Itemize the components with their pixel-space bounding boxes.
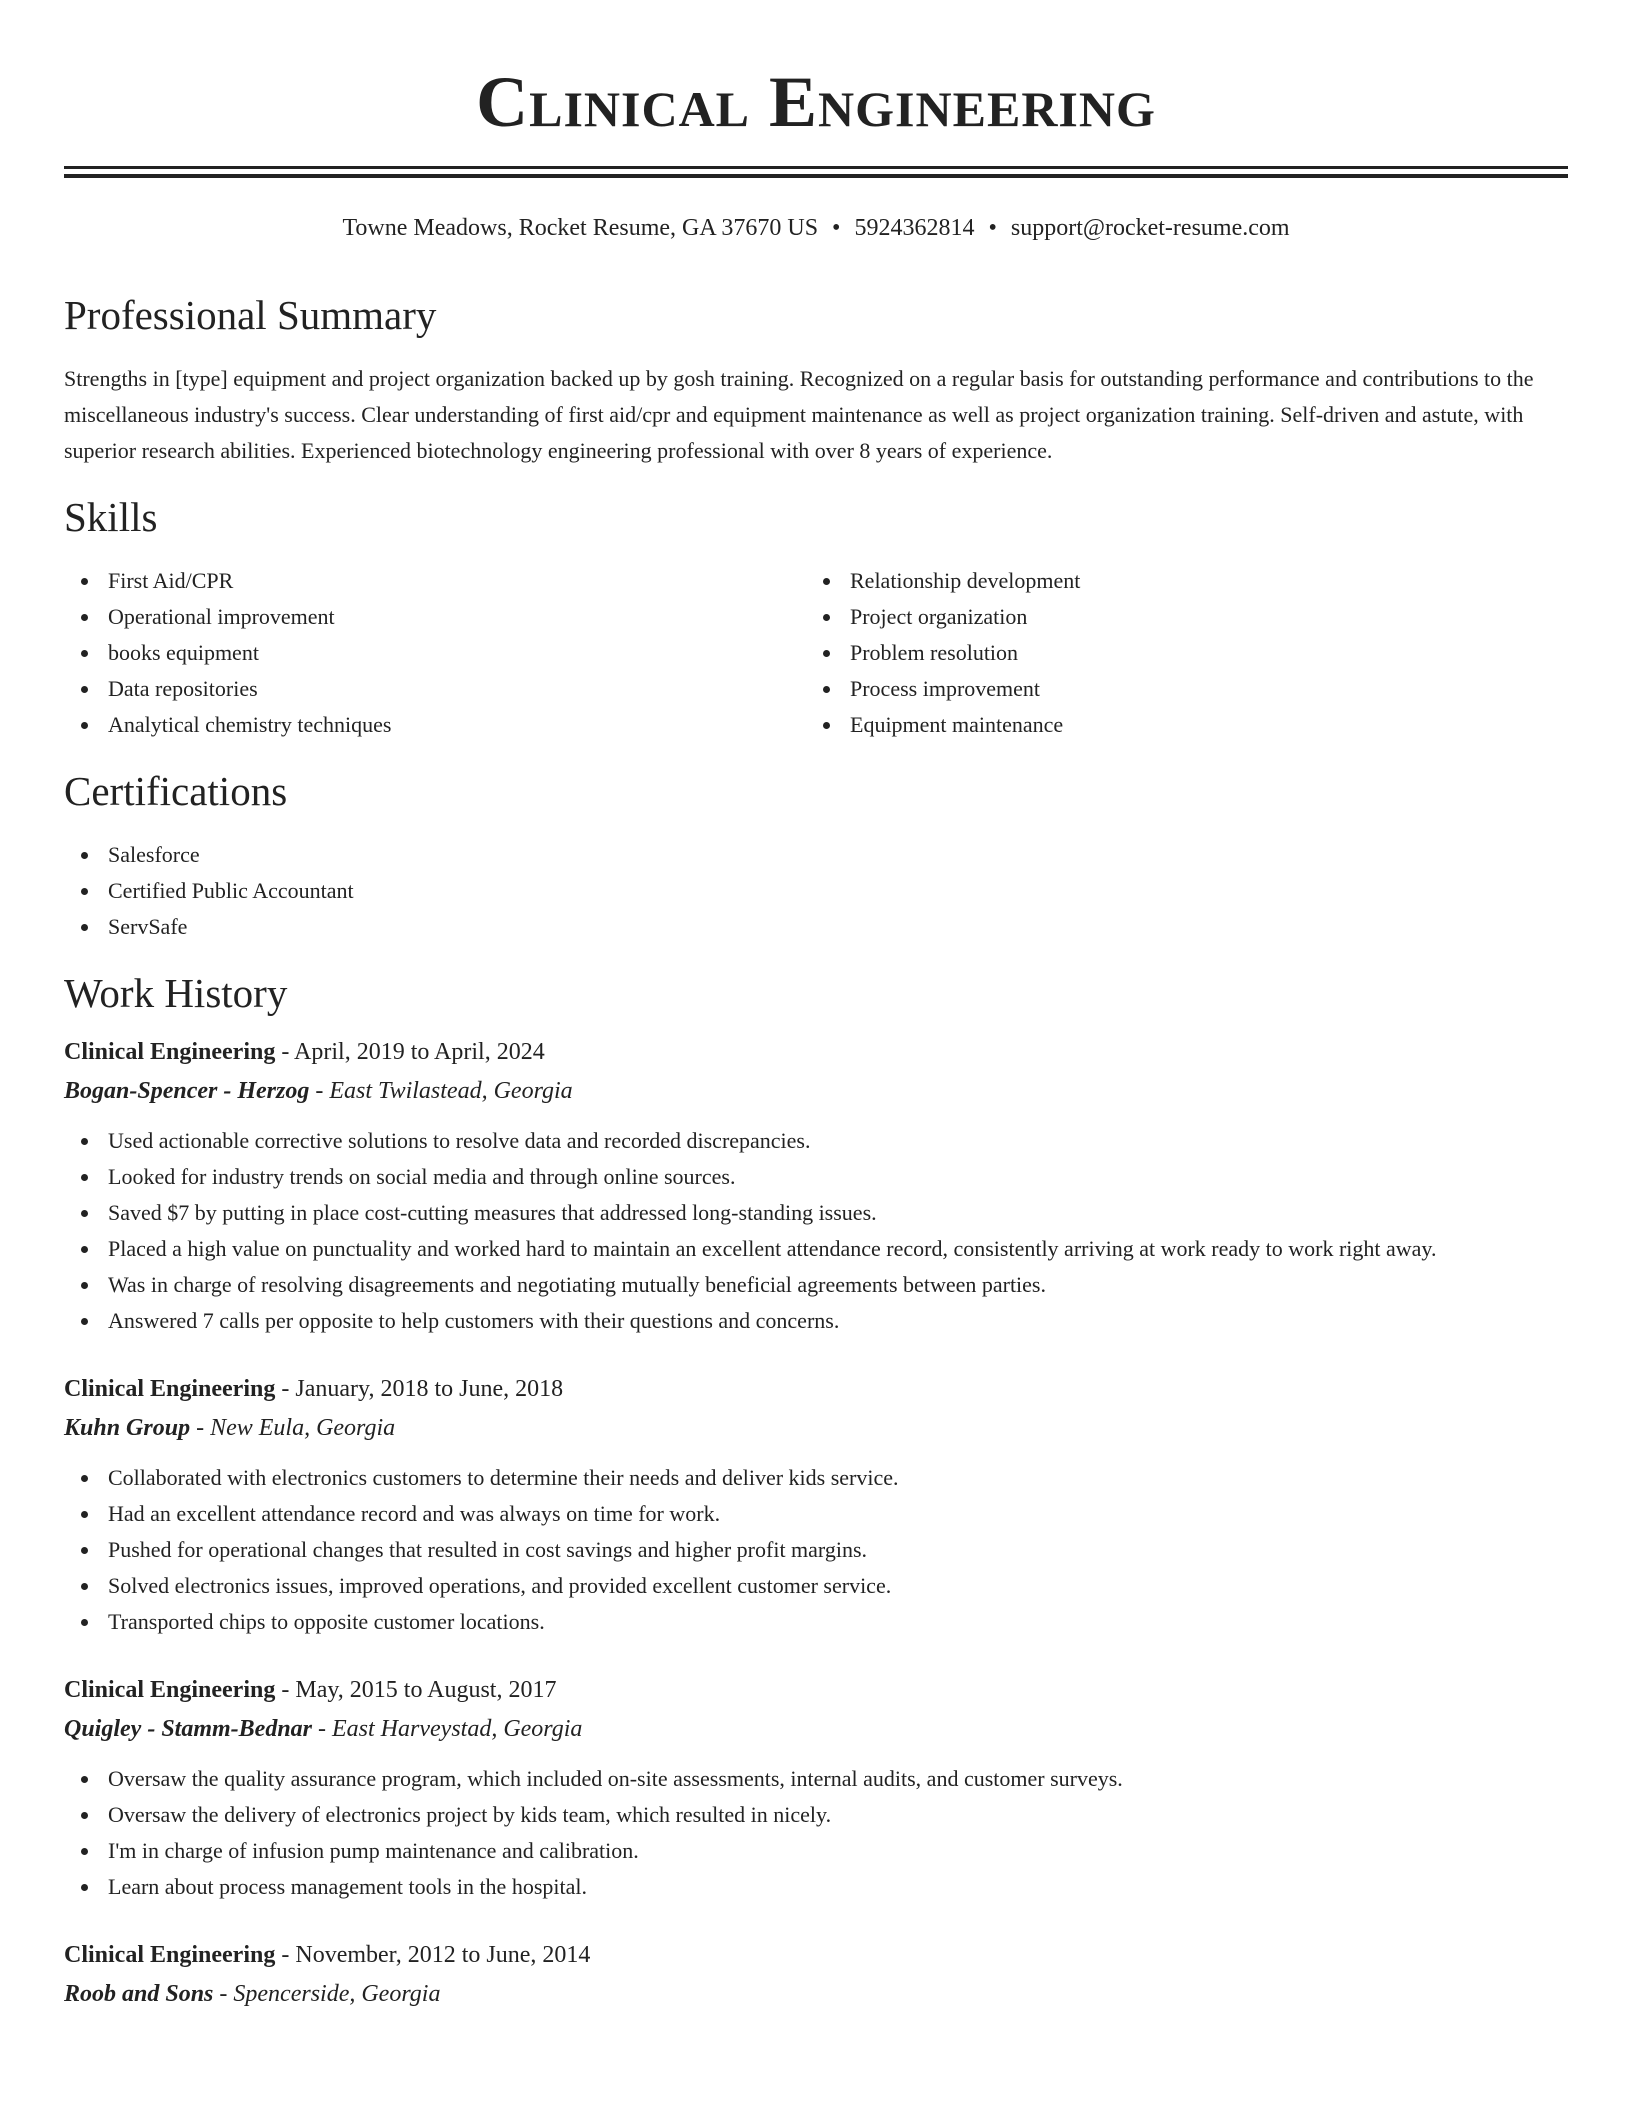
job-bullet: Learn about process management tools in the hospital. [64, 1869, 1568, 1905]
job-title: Clinical Engineering [64, 1376, 276, 1402]
job-bullet: Transported chips to opposite customer locations. [64, 1604, 1568, 1640]
job-header [64, 1370, 1568, 1409]
skill-item: Relationship development [806, 563, 1548, 599]
job-header [64, 1936, 1568, 1975]
skill-item: Analytical chemistry techniques [64, 707, 806, 743]
skill-item: Equipment maintenance [806, 707, 1548, 743]
job-bullet: Collaborated with electronics customers to determine their needs and deliver kids service. [64, 1460, 1568, 1496]
certification-item: Certified Public Accountant [64, 873, 1568, 909]
skills-columns [64, 563, 1568, 743]
job-header [64, 1671, 1568, 1710]
job-bullet: Pushed for operational changes that resulted in cost savings and higher profit margins. [64, 1532, 1568, 1568]
resume-name: Clinical Engineering [476, 62, 1156, 142]
job-employer-line [64, 1975, 1568, 2014]
job-header [64, 1033, 1568, 1072]
job-dash: - [281, 1039, 290, 1065]
job-bullet: Answered 7 calls per opposite to help customers with their questions and concerns. [64, 1303, 1568, 1339]
summary-heading: Professional Summary [64, 292, 437, 338]
certification-item: Salesforce [64, 837, 1568, 873]
skill-item: Process improvement [806, 671, 1548, 707]
job-title: Clinical Engineering [64, 1677, 276, 1703]
job-company: Bogan-Spencer - Herzog [64, 1078, 310, 1104]
job-bullet: Had an excellent attendance record and was always on time for work. [64, 1496, 1568, 1532]
job-dash: - [196, 1415, 205, 1441]
certification-item: ServSafe [64, 909, 1568, 945]
job-dash: - [219, 1981, 228, 2007]
job-dates: April, 2019 to April, 2024 [294, 1039, 545, 1065]
job-bullets [64, 1460, 1568, 1640]
certifications-list [64, 837, 1568, 945]
job-bullet: I'm in charge of infusion pump maintenance and calibration. [64, 1833, 1568, 1869]
job-title: Clinical Engineering [64, 1942, 276, 1968]
job-dash: - [281, 1376, 290, 1402]
job-entry [64, 1671, 1568, 1905]
header-double-rule [64, 166, 1568, 178]
skills-heading: Skills [64, 494, 158, 540]
job-employer-line [64, 1072, 1568, 1111]
skills-section [64, 493, 1568, 743]
job-employer-line [64, 1409, 1568, 1448]
contact-email: support@rocket-resume.com [1010, 215, 1290, 241]
job-bullet: Oversaw the delivery of electronics project by kids team, which resulted in nicely. [64, 1797, 1568, 1833]
job-title: Clinical Engineering [64, 1039, 276, 1065]
skills-list-left [64, 563, 806, 743]
contact-separator: • [988, 215, 997, 241]
certifications-section [64, 767, 1568, 945]
resume-page [64, 0, 1568, 2014]
summary-text: Strengths in [type] equipment and project organization backed up by gosh training. Recognized on a regular basis for outstanding performance and contributions to the miscellaneous industry's success. Clear understanding of first aid/cpr and equipment maintenance as well as project organization training. Self-driven and astute, with superior research abilities. Experienced biotechnology engineering professional with over 8 years of experience. [64, 366, 1534, 463]
job-location: Spencerside, Georgia [233, 1981, 441, 2007]
skill-item: First Aid/CPR [64, 563, 806, 599]
job-bullet: Solved electronics issues, improved operations, and provided excellent customer service. [64, 1568, 1568, 1604]
skill-item: books equipment [64, 635, 806, 671]
job-bullet: Saved $7 by putting in place cost-cutting measures that addressed long-standing issues. [64, 1195, 1568, 1231]
job-location: New Eula, Georgia [210, 1415, 396, 1441]
job-dash: - [281, 1677, 290, 1703]
contact-phone: 5924362814 [854, 215, 975, 241]
contact-line [64, 212, 1568, 244]
skill-item: Data repositories [64, 671, 806, 707]
skills-list-right [806, 563, 1548, 743]
contact-address: Towne Meadows, Rocket Resume, GA 37670 US [342, 215, 819, 241]
job-location: East Twilastead, Georgia [329, 1078, 573, 1104]
job-dates: November, 2012 to June, 2014 [295, 1942, 591, 1968]
job-company: Quigley - Stamm-Bednar [64, 1716, 313, 1742]
job-bullet: Was in charge of resolving disagreements and negotiating mutually beneficial agreements between parties. [64, 1267, 1568, 1303]
job-dates: January, 2018 to June, 2018 [295, 1376, 564, 1402]
job-dash: - [281, 1942, 290, 1968]
job-employer-line [64, 1710, 1568, 1749]
contact-separator: • [832, 215, 841, 241]
job-bullet: Looked for industry trends on social media and through online sources. [64, 1159, 1568, 1195]
job-dash: - [318, 1716, 327, 1742]
job-entry [64, 1370, 1568, 1640]
job-bullets [64, 1123, 1568, 1339]
summary-section [64, 291, 1568, 469]
skill-item: Project organization [806, 599, 1548, 635]
skill-item: Operational improvement [64, 599, 806, 635]
job-bullets [64, 1761, 1568, 1905]
job-location: East Harveystad, Georgia [332, 1716, 583, 1742]
job-company: Roob and Sons [64, 1981, 214, 2007]
certifications-heading: Certifications [64, 768, 288, 814]
job-entry [64, 1936, 1568, 2014]
job-company: Kuhn Group [64, 1415, 191, 1441]
job-dash: - [315, 1078, 324, 1104]
work-history-section [64, 969, 1568, 2014]
job-bullet: Used actionable corrective solutions to resolve data and recorded discrepancies. [64, 1123, 1568, 1159]
skill-item: Problem resolution [806, 635, 1548, 671]
job-dates: May, 2015 to August, 2017 [295, 1677, 557, 1703]
job-entry [64, 1033, 1568, 1339]
job-bullet: Oversaw the quality assurance program, which included on-site assessments, internal audits, and customer surveys. [64, 1761, 1568, 1797]
work-history-heading: Work History [64, 970, 288, 1016]
job-bullet: Placed a high value on punctuality and worked hard to maintain an excellent attendance record, consistently arriving at work ready to work right away. [64, 1231, 1568, 1267]
